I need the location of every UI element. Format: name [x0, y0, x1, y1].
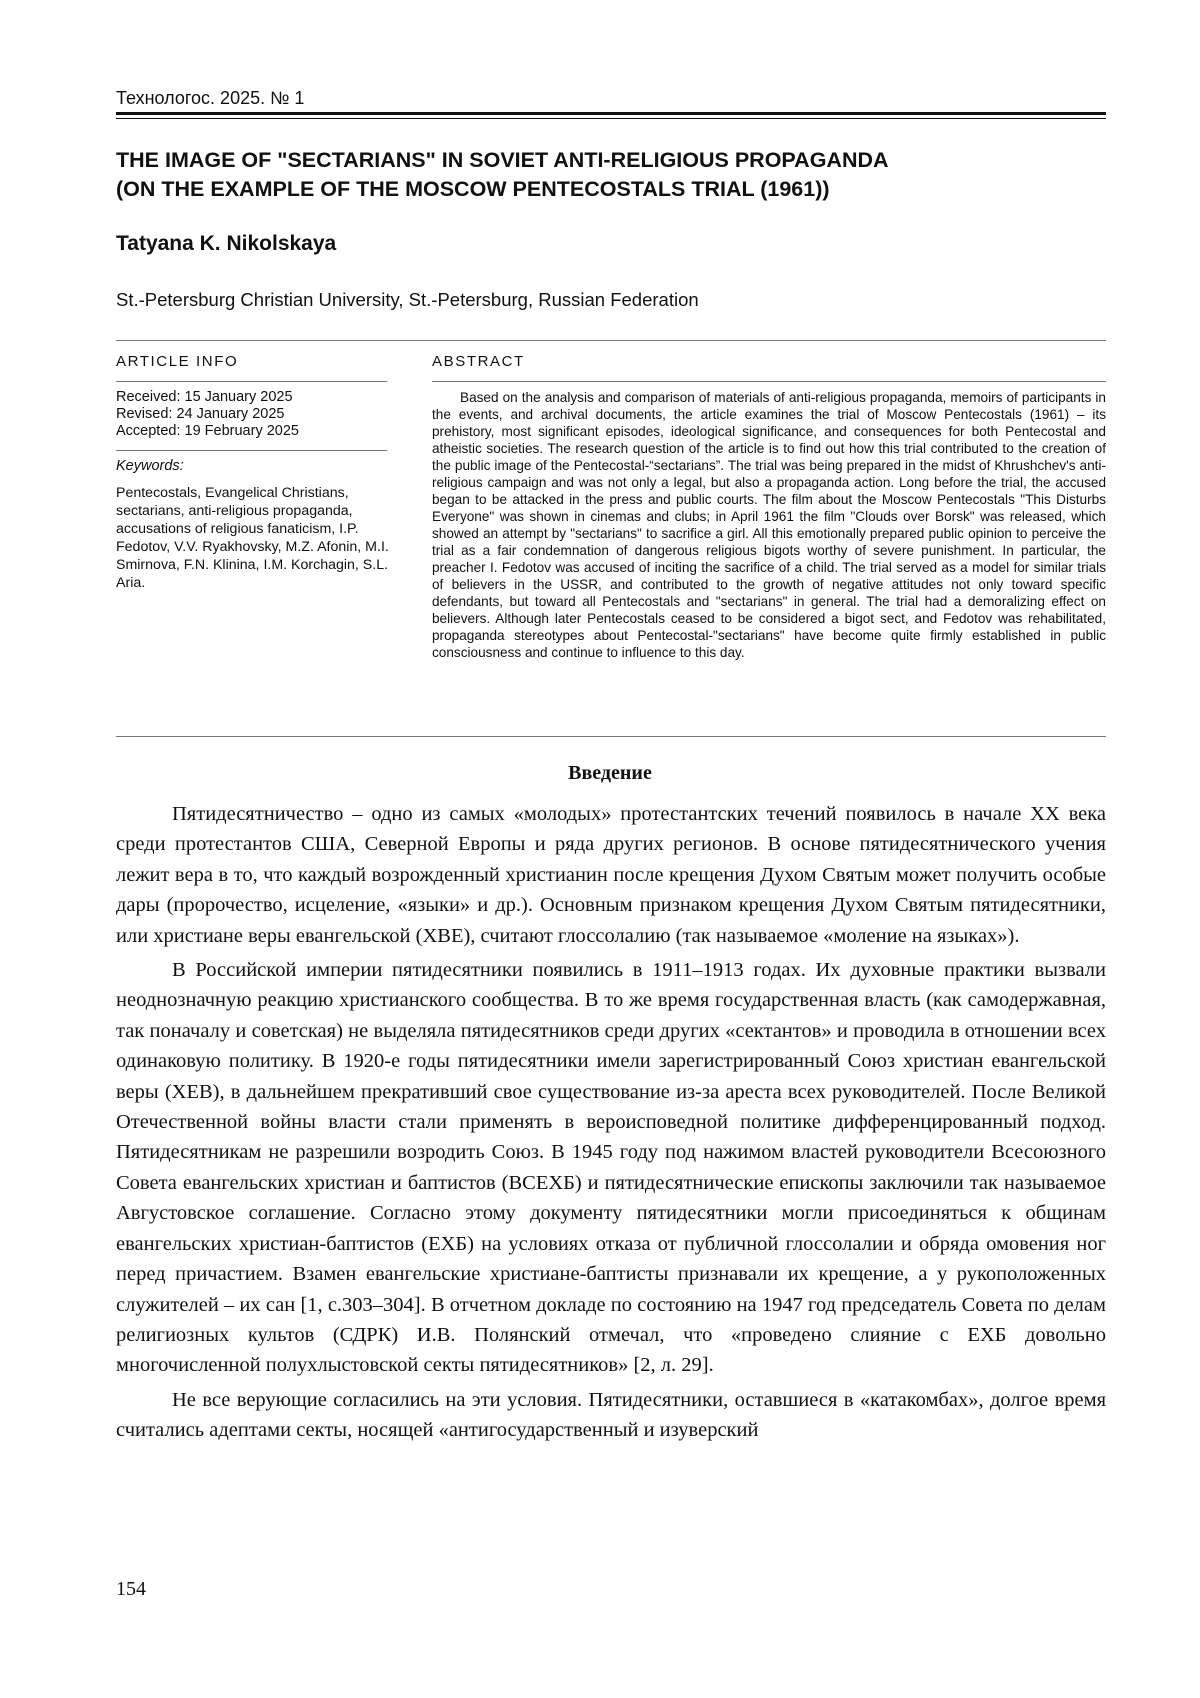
abstract-heading: ABSTRACT	[432, 353, 525, 370]
section-heading-introduction: Введение	[568, 762, 652, 784]
keywords-list: Pentecostals, Evangelical Christians, sectarians, anti-religious propaganda, accusations of religious fanaticism, I.P. Fedotov, V.V. Ryakhovsky, M.Z. Afonin, M.I. Smirnova, F.N. Klinina, I.M. Korchagin, S.L. Aria.	[116, 485, 389, 591]
body-paragraph-2: В Российской империи пятидесятники появились в 1911–1913 годах. Их духовные практики вызвали неоднозначную реакцию христианского сообщества. В то же время государственная власть (как самодержавная, так поначалу и советская) не выделяла пятидесятников среди других «сектантов» и проводила в отношении всех одинаковую политику. В 1920-е годы пятидесятники имели зарегистрированный Союз христиан евангельской веры (ХЕВ), в дальнейшем прекративший свое существование из-за ареста всех руководителей. После Великой Отечественной войны власти стали применять в вероисповедной политике дифференцированный подход. Пятидесятникам не разрешили возродить Союз. В 1945 году под нажимом властей руководители Всесоюзного Совета евангельских христиан и баптистов (ВСЕХБ) и пятидесятнические епископы заключили так называемое Августовское соглашение. Согласно этому документу пятидесятники могли присоединяться к общинам евангельских христиан-баптистов (ЕХБ) на условиях отказа от публичной глоссолалии и обряда омовения ног перед причастием. Взамен евангельские христиане-баптисты признавали их крещение, а у рукоположенных служителей – их сан [1, с.303–304]. В отчетном докладе по состоянию на 1947 год председатель Совета по делам религиозных культов (СДРК) И.В. Полянский отмечал, что «проведено слияние с ЕХБ довольно многочисленной полухлыстовской секты пятидесятников» [2, л. 29].	[116, 959, 1106, 1377]
article-info-divider	[116, 381, 387, 382]
running-head: Технологос. 2025. № 1	[116, 88, 305, 108]
article-dates	[116, 389, 386, 440]
body-paragraph-1: Пятидесятничество – одно из самых «молодых» протестантских течений появилось в начале XX века среди протестантов США, Северной Европы и ряда других регионов. В основе пятидесятнического учения лежит вера в то, что каждый возрожденный христианин после крещения Духом Святым может получить особые дары (пророчество, исцеление, «языки» и др.). Основным признаком крещения Духом Святым пятидесятники, или христиане веры евангельской (ХВЕ), считают глоссолалию (так называемое «моление на языках»).	[116, 803, 1106, 947]
page-number: 154	[116, 1578, 146, 1600]
revised-date: Revised: 24 January 2025	[116, 406, 285, 422]
abstract-text: Based on the analysis and comparison of materials of anti-religious propaganda, memoirs of participants in the events, and archival documents, the article examines the trial of Moscow Pentecostals (1961) – its prehistory, most significant episodes, ideological significance, and consequences for both Pentecostal and atheistic societies. The research question of the article is to find out how this trial contributed to the creation of the public image of the Pentecostal-“sectarians”. The trial was being prepared in the midst of Khrushchev's anti-religious campaign and was not only a legal, but also a propaganda action. Long before the trial, the accused began to be attacked in the press and public courts. The film about the Moscow Pentecostals "This Disturbs Everyone" was shown in cinemas and clubs; in April 1961 the film "Clouds over Borsk" was released, which showed an attempt by "sectarians" to sacrifice a girl. All this emotionally prepared public opinion to perceive the trial as a fair condemnation of dangerous religious bigots worthy of severe punishment. In particular, the preacher I. Fedotov was accused of inciting the sacrifice of a child. The trial served as a model for similar trials of believers in the USSR, and contributed to the growth of negative attitudes not only toward specific defendants, but toward all Pentecostals and "sectarians" in general. The trial had a demoralizing effect on believers. Although later Pentecostals ceased to be considered a bigot sect, and Fedotov was rehabilitated, propaganda stereotypes about Pentecostal-"sectarians" have become quite firmly established in public consciousness and continue to influence to this day.	[432, 390, 1106, 660]
author-affiliation: St.-Petersburg Christian University, St.-Petersburg, Russian Federation	[116, 289, 699, 310]
header-rule-thin	[116, 118, 1106, 119]
info-top-divider	[116, 340, 1106, 341]
author-name: Tatyana K. Nikolskaya	[116, 232, 337, 255]
article-info-heading: ARTICLE INFO	[116, 353, 239, 370]
article-title-line-1: THE IMAGE OF "SECTARIANS" IN SOVIET ANTI-RELIGIOUS PROPAGANDA	[116, 148, 889, 172]
abstract-bottom-divider	[116, 736, 1106, 737]
keywords-label: Keywords:	[116, 458, 184, 474]
article-title	[116, 146, 1096, 204]
keywords-divider	[116, 450, 387, 451]
article-title-line-2: (ON THE EXAMPLE OF THE MOSCOW PENTECOSTALS TRIAL (1961))	[116, 177, 830, 201]
body-paragraph-3: Не все верующие согласились на эти условия. Пятидесятники, оставшиеся в «катакомбах», долгое время считались адептами секты, носящей «антигосударственный и изуверский	[116, 1388, 1106, 1442]
header-rule-thick	[116, 112, 1106, 115]
abstract-divider	[432, 381, 1106, 382]
accepted-date: Accepted: 19 February 2025	[116, 423, 299, 439]
received-date: Received: 15 January 2025	[116, 389, 293, 405]
body-text	[116, 799, 1106, 1450]
